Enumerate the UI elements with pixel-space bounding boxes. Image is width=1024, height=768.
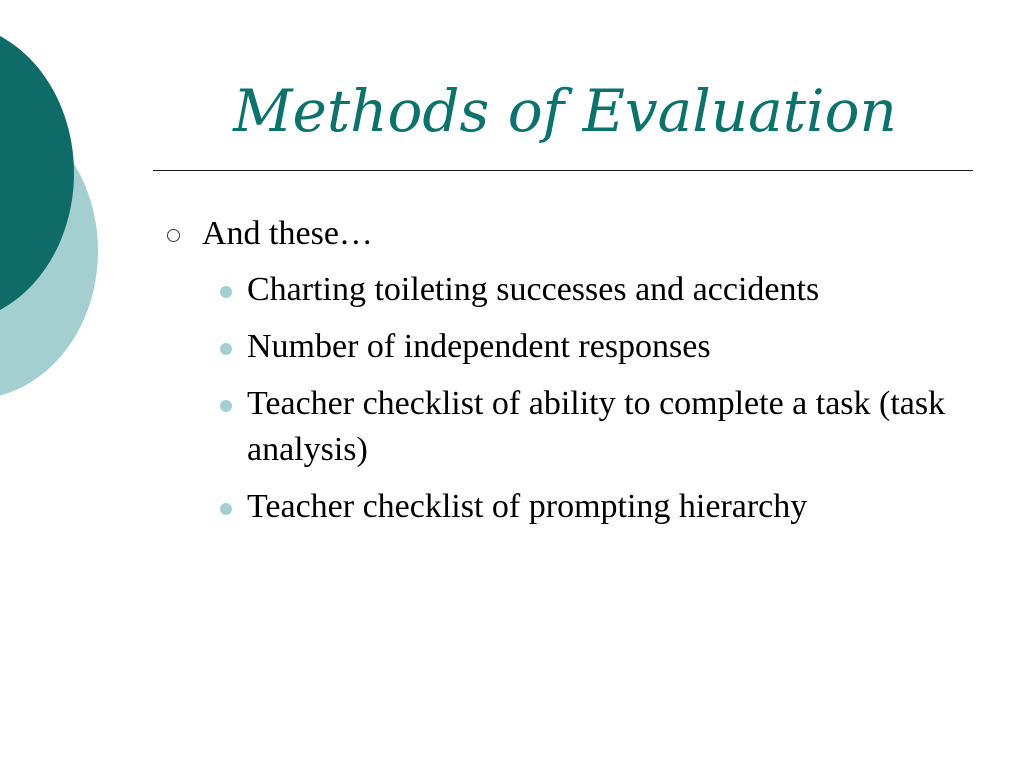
sub-bullet-text: Number of independent responses [247,328,711,365]
title-divider [153,170,973,171]
sub-bullet-item [160,324,960,370]
sub-bullet-list [160,267,960,530]
bullet-item [160,210,960,258]
sub-bullet-item [160,381,960,473]
sub-bullet-text: Charting toileting successes and accidents [247,271,820,308]
sub-bullet-text: Teacher checklist of ability to complete a task (task analysis) [247,385,946,468]
dot-bullet-icon [220,286,232,298]
ring-bullet-icon [167,229,180,242]
sub-bullet-item [160,484,960,530]
bullet-text: And these… [202,215,373,252]
dot-bullet-icon [220,343,232,355]
slide-body [160,210,960,541]
sub-bullet-item [160,267,960,313]
slide-title: Methods of Evaluation [233,77,897,145]
sub-bullet-text: Teacher checklist of prompting hierarchy [247,488,808,525]
dot-bullet-icon [220,400,232,412]
dot-bullet-icon [220,503,232,515]
